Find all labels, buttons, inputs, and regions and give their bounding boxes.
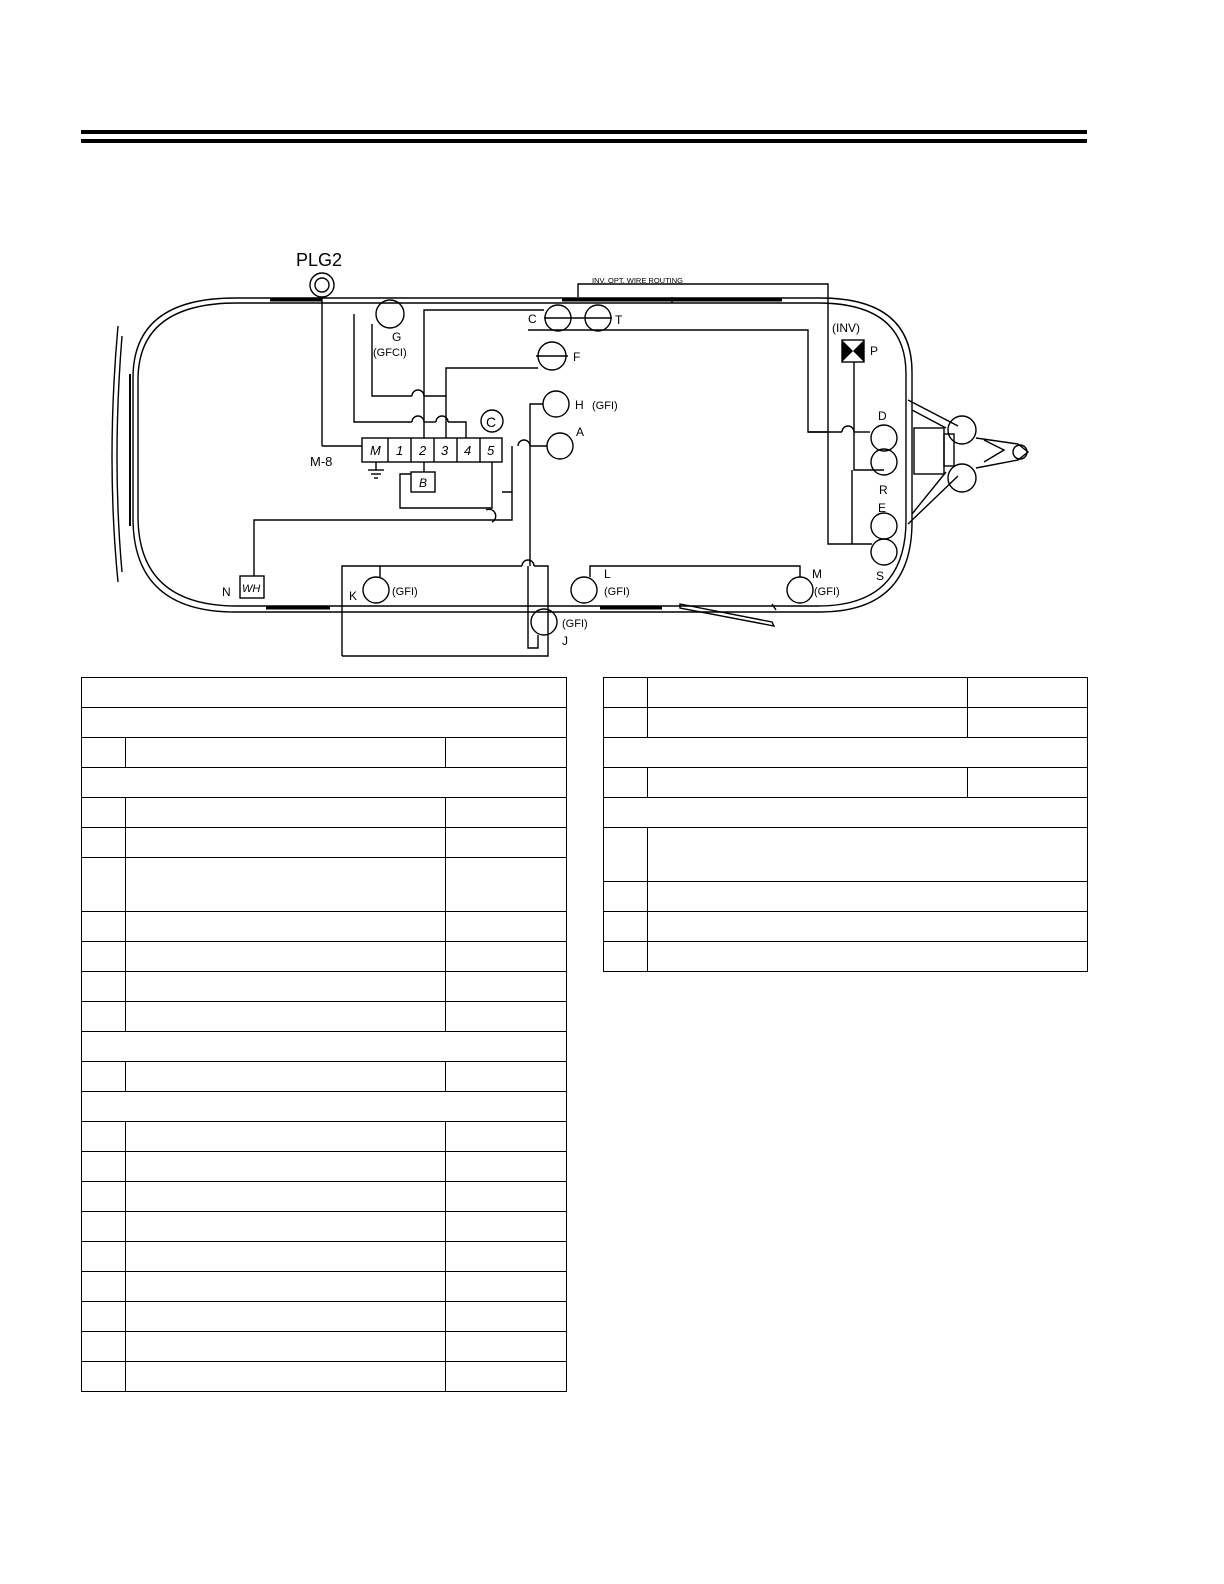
section-header-cell: [604, 738, 1088, 768]
item-key-cell: [604, 942, 648, 972]
item-description-cell: [126, 1362, 446, 1392]
point-h: H: [575, 398, 584, 412]
gfi-tag-h: (GFI): [592, 400, 618, 412]
item-key-cell: [82, 738, 126, 768]
table-row: [604, 768, 1088, 798]
point-k: K: [349, 589, 358, 603]
item-value-cell: [446, 1182, 567, 1212]
point-t: T: [615, 313, 623, 327]
point-m: M: [812, 567, 822, 581]
item-value-cell: [446, 912, 567, 942]
gfi-tag-l: (GFI): [604, 586, 630, 598]
water-heater-label: WH: [242, 583, 261, 595]
panel-cell-1: 1: [396, 443, 404, 458]
table-row: [82, 1242, 567, 1272]
point-j: J: [562, 634, 568, 648]
item-key-cell: [82, 828, 126, 858]
table-row: [604, 882, 1088, 912]
item-description-cell: [648, 708, 968, 738]
table-row: [82, 1032, 567, 1062]
item-description-cell: [126, 798, 446, 828]
item-description-cell: [126, 1062, 446, 1092]
left-parts-table: [81, 677, 567, 1392]
item-value-cell: [446, 1152, 567, 1182]
table-row: [604, 708, 1088, 738]
item-description-cell: [126, 1332, 446, 1362]
panel-cell-2: 2: [419, 443, 427, 458]
hitch-frame: [908, 400, 958, 524]
table-row: [604, 678, 1088, 708]
item-value-cell: [968, 678, 1088, 708]
section-header-cell: [604, 798, 1088, 828]
item-key-cell: [82, 798, 126, 828]
item-description-cell: [126, 1242, 446, 1272]
section-header-cell: [82, 1032, 567, 1062]
item-key-cell: [82, 942, 126, 972]
table-row: [82, 738, 567, 768]
item-key-cell: [604, 768, 648, 798]
table-row: [82, 912, 567, 942]
item-description-cell: [126, 1182, 446, 1212]
point-l: L: [604, 567, 611, 581]
trailer-body-inner: [138, 303, 906, 606]
item-key-cell: [82, 1182, 126, 1212]
item-value-cell: [446, 1122, 567, 1152]
item-value-cell: [446, 798, 567, 828]
panel-label: M-8: [310, 454, 333, 469]
item-key-cell: [82, 1332, 126, 1362]
item-description-cell: [126, 1212, 446, 1242]
item-key-cell: [604, 882, 648, 912]
item-description-cell: [126, 942, 446, 972]
table-row: [82, 798, 567, 828]
table-row: [82, 768, 567, 798]
plug-label: PLG2: [296, 250, 343, 270]
gfi-tag-m: (GFI): [814, 586, 840, 598]
table-row: [82, 1062, 567, 1092]
item-description-cell: [648, 882, 1088, 912]
panel-cell-m: M: [370, 443, 381, 458]
item-value-cell: [446, 1242, 567, 1272]
point-r: R: [879, 483, 888, 497]
table-row: [82, 708, 567, 738]
point-a: A: [576, 425, 585, 439]
item-key-cell: [82, 912, 126, 942]
right-parts-table: [603, 677, 1088, 972]
table-row: [604, 912, 1088, 942]
item-key-cell: [82, 1362, 126, 1392]
item-description-cell: [126, 1152, 446, 1182]
table-row: [604, 942, 1088, 972]
item-value-cell: [446, 972, 567, 1002]
point-p: P: [870, 344, 879, 358]
item-key-cell: [604, 708, 648, 738]
item-description-cell: [648, 768, 968, 798]
item-description-cell: [126, 828, 446, 858]
item-description-cell: [126, 1302, 446, 1332]
item-value-cell: [446, 1062, 567, 1092]
panel-cell-3: 3: [441, 443, 449, 458]
point-c: C: [528, 312, 537, 326]
item-description-cell: [126, 738, 446, 768]
section-header-cell: [82, 678, 567, 708]
item-value-cell: [446, 1272, 567, 1302]
point-s: S: [876, 569, 885, 583]
table-row: [82, 1182, 567, 1212]
item-key-cell: [82, 1122, 126, 1152]
table-row: [82, 1302, 567, 1332]
table-row: [82, 1002, 567, 1032]
table-row: [82, 1092, 567, 1122]
item-value-cell: [968, 708, 1088, 738]
item-key-cell: [82, 1302, 126, 1332]
table-row: [82, 972, 567, 1002]
table-row: [82, 942, 567, 972]
table-row: [604, 798, 1088, 828]
section-header-cell: [82, 768, 567, 798]
item-key-cell: [82, 1152, 126, 1182]
item-description-cell: [648, 942, 1088, 972]
item-description-cell: [126, 912, 446, 942]
item-key-cell: [604, 678, 648, 708]
gfi-tag-k: (GFI): [392, 586, 418, 598]
table-row: [82, 1212, 567, 1242]
item-value-cell: [968, 768, 1088, 798]
entry-door: [680, 604, 774, 626]
item-description-cell: [126, 858, 446, 912]
item-key-cell: [604, 828, 648, 882]
item-value-cell: [446, 1212, 567, 1242]
item-value-cell: [446, 828, 567, 858]
point-e: E: [878, 501, 887, 515]
item-description-cell: [648, 828, 1088, 882]
gfci-tag: (GFCI): [373, 347, 407, 359]
inverter-icon: [842, 340, 864, 362]
table-row: [82, 1152, 567, 1182]
point-f: F: [573, 350, 581, 364]
item-value-cell: [446, 1362, 567, 1392]
item-key-cell: [82, 1242, 126, 1272]
item-value-cell: [446, 1332, 567, 1362]
point-d: D: [878, 409, 887, 423]
table-row: [82, 678, 567, 708]
section-header-cell: [82, 708, 567, 738]
table-row: [82, 1122, 567, 1152]
point-n: N: [222, 585, 231, 599]
item-value-cell: [446, 1002, 567, 1032]
item-description-cell: [126, 972, 446, 1002]
item-value-cell: [446, 1302, 567, 1332]
item-description-cell: [648, 912, 1088, 942]
point-g: G: [392, 330, 402, 344]
inverter-routing-label: INV. OPT. WIRE ROUTING: [592, 276, 683, 285]
item-key-cell: [604, 912, 648, 942]
table-row: [604, 738, 1088, 768]
gfi-tag-j: (GFI): [562, 618, 588, 630]
item-key-cell: [82, 972, 126, 1002]
converter-symbol: C: [486, 414, 497, 430]
table-row: [82, 1332, 567, 1362]
item-value-cell: [446, 738, 567, 768]
item-description-cell: [648, 678, 968, 708]
item-key-cell: [82, 1272, 126, 1302]
inverter-label: (INV): [832, 321, 860, 335]
table-row: [82, 1362, 567, 1392]
table-row: [82, 1272, 567, 1302]
panel-cell-5: 5: [487, 443, 495, 458]
item-key-cell: [82, 1062, 126, 1092]
wiring-diagram: [0, 0, 1224, 670]
item-description-cell: [126, 1002, 446, 1032]
table-row: [82, 858, 567, 912]
item-key-cell: [82, 858, 126, 912]
breaker-box-label: B: [419, 476, 428, 490]
item-key-cell: [82, 1212, 126, 1242]
item-value-cell: [446, 858, 567, 912]
item-description-cell: [126, 1122, 446, 1152]
panel-cell-4: 4: [464, 443, 472, 458]
table-row: [82, 828, 567, 858]
item-key-cell: [82, 1002, 126, 1032]
section-header-cell: [82, 1092, 567, 1122]
table-row: [604, 828, 1088, 882]
item-description-cell: [126, 1272, 446, 1302]
item-value-cell: [446, 942, 567, 972]
